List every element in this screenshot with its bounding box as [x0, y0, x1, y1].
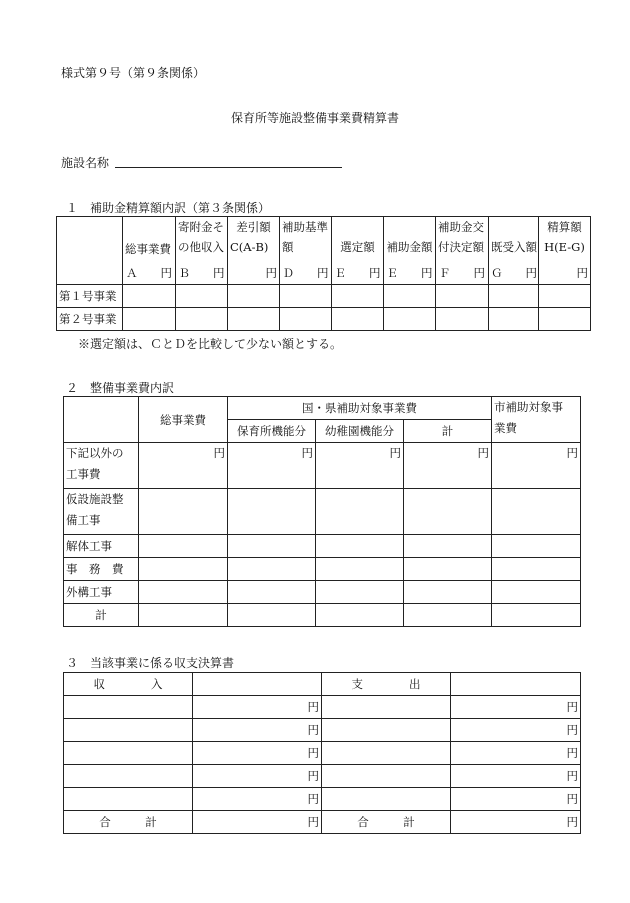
cell-input[interactable] — [404, 581, 492, 604]
table-row — [64, 489, 581, 535]
expense-amount-header — [451, 673, 581, 696]
table-row — [64, 719, 581, 742]
cell-input[interactable] — [228, 308, 280, 331]
section2-title: ２ 整備事業費内訳 — [66, 381, 175, 395]
row-label: 解体工事 — [64, 535, 139, 558]
cell-input[interactable] — [332, 308, 384, 331]
income-total-label: 合 計 — [64, 811, 193, 834]
header-received: 既受入額 Ｇ 円 — [489, 217, 539, 285]
income-amount[interactable]: 円 — [193, 696, 322, 719]
table-row — [64, 535, 581, 558]
yen-cell[interactable]: 円 — [492, 443, 581, 489]
cell-input[interactable] — [280, 308, 332, 331]
row-label: 第２号事業 — [57, 308, 123, 331]
cell-input[interactable] — [492, 581, 581, 604]
city-subsidy-header: 市補助対象事 業費 — [492, 397, 581, 443]
expense-item[interactable] — [322, 696, 451, 719]
cell-input[interactable] — [316, 558, 404, 581]
section1-title: １ 補助金精算額内訳（第３条関係） — [66, 201, 271, 215]
expense-item[interactable] — [322, 765, 451, 788]
expense-amount[interactable]: 円 — [451, 719, 581, 742]
income-amount[interactable]: 円 — [193, 788, 322, 811]
header-settlement: 精算額 H(E-G) 円 — [539, 217, 591, 285]
header-difference: 差引額 C(A-B) 円 — [228, 217, 280, 285]
cell-input[interactable] — [316, 535, 404, 558]
header-selected-amount: 選定額 Ｅ 円 — [332, 217, 384, 285]
cell-input[interactable] — [316, 581, 404, 604]
cell-input[interactable] — [139, 535, 228, 558]
cell-input[interactable] — [139, 489, 228, 535]
cell-input[interactable] — [228, 489, 316, 535]
cell-input[interactable] — [489, 308, 539, 331]
cell-input[interactable] — [492, 604, 581, 627]
expense-header: 支 出 — [322, 673, 451, 696]
row-label: 仮設施設整 備工事 — [64, 489, 139, 535]
expense-item[interactable] — [322, 719, 451, 742]
cell-input[interactable] — [139, 558, 228, 581]
cell-input[interactable] — [228, 285, 280, 308]
cell-input[interactable] — [404, 558, 492, 581]
income-expense-table — [63, 672, 581, 834]
blank-header — [64, 397, 139, 443]
yen-cell[interactable]: 円 — [316, 443, 404, 489]
income-amount-header — [193, 673, 322, 696]
cell-input[interactable] — [436, 285, 489, 308]
table-row — [64, 558, 581, 581]
total-cost-header: 総事業費 — [139, 397, 228, 443]
expense-amount[interactable]: 円 — [451, 742, 581, 765]
cell-input[interactable] — [228, 535, 316, 558]
table-row — [64, 742, 581, 765]
facility-name-label: 施設名称 — [61, 156, 110, 170]
cell-input[interactable] — [384, 308, 436, 331]
row-label: 第１号事業 — [57, 285, 123, 308]
cell-input[interactable] — [404, 604, 492, 627]
yen-cell[interactable]: 円 — [139, 443, 228, 489]
income-item[interactable] — [64, 696, 193, 719]
cell-input[interactable] — [492, 535, 581, 558]
row-label: 外構工事 — [64, 581, 139, 604]
expense-item[interactable] — [322, 788, 451, 811]
form-number: 様式第９号（第９条関係） — [61, 66, 206, 80]
income-amount[interactable]: 円 — [193, 742, 322, 765]
income-header: 収 入 — [64, 673, 193, 696]
cell-input[interactable] — [228, 581, 316, 604]
income-item[interactable] — [64, 788, 193, 811]
cell-input[interactable] — [332, 285, 384, 308]
row-label: 下記以外の 工事費 — [64, 443, 139, 489]
row-label-total: 計 — [64, 604, 139, 627]
table-row — [64, 581, 581, 604]
cell-input[interactable] — [404, 535, 492, 558]
facility-name-line — [115, 167, 342, 168]
construction-cost-table — [63, 396, 581, 627]
cell-input[interactable] — [123, 285, 176, 308]
expense-total-amount[interactable]: 円 — [451, 811, 581, 834]
cell-input[interactable] — [492, 489, 581, 535]
expense-amount[interactable]: 円 — [451, 765, 581, 788]
cell-input[interactable] — [404, 489, 492, 535]
header-donation: 寄附金そ の他収入 Ｂ 円 — [176, 217, 228, 285]
income-item[interactable] — [64, 719, 193, 742]
cell-input[interactable] — [280, 285, 332, 308]
cell-input[interactable] — [139, 581, 228, 604]
income-amount[interactable]: 円 — [193, 719, 322, 742]
table-row — [64, 765, 581, 788]
cell-input[interactable] — [539, 308, 591, 331]
expense-total-label: 合 計 — [322, 811, 451, 834]
cell-input[interactable] — [489, 285, 539, 308]
income-item[interactable] — [64, 765, 193, 788]
subsidy-settlement-table — [56, 216, 591, 331]
nursery-header: 保育所機能分 — [228, 420, 316, 443]
table-row — [64, 443, 581, 489]
yen-cell[interactable]: 円 — [228, 443, 316, 489]
yen-cell[interactable]: 円 — [404, 443, 492, 489]
income-item[interactable] — [64, 742, 193, 765]
income-total-amount[interactable]: 円 — [193, 811, 322, 834]
national-prefectural-header: 国・県補助対象事業費 — [228, 397, 492, 420]
table-row — [64, 604, 581, 627]
cell-input[interactable] — [316, 604, 404, 627]
expense-amount[interactable]: 円 — [451, 788, 581, 811]
expense-item[interactable] — [322, 742, 451, 765]
kindergarten-header: 幼稚園機能分 — [316, 420, 404, 443]
cell-input[interactable] — [228, 558, 316, 581]
cell-input[interactable] — [123, 308, 176, 331]
cell-input[interactable] — [176, 308, 228, 331]
expense-amount[interactable]: 円 — [451, 696, 581, 719]
table-row — [64, 788, 581, 811]
header-subsidy-standard: 補助基準 額 Ｄ 円 — [280, 217, 332, 285]
header-blank-cell — [57, 217, 123, 285]
header-grant-decision: 補助金交 付決定額 Ｆ 円 — [436, 217, 489, 285]
header-subsidy-amount: 補助金額 Ｅ 円 — [384, 217, 436, 285]
cell-input[interactable] — [316, 489, 404, 535]
table-row-total — [64, 811, 581, 834]
cell-input[interactable] — [492, 558, 581, 581]
section3-title: ３ 当該事業に係る収支決算書 — [66, 656, 235, 670]
table-row — [57, 308, 591, 331]
header-total-cost: 総事業費 Ａ 円 — [123, 217, 176, 285]
document-title: 保育所等施設整備事業費精算書 — [230, 111, 399, 125]
cell-input[interactable] — [539, 285, 591, 308]
table-row — [64, 696, 581, 719]
cell-input[interactable] — [384, 285, 436, 308]
cell-input[interactable] — [436, 308, 489, 331]
subtotal-header: 計 — [404, 420, 492, 443]
row-label: 事 務 費 — [64, 558, 139, 581]
income-amount[interactable]: 円 — [193, 765, 322, 788]
cell-input[interactable] — [139, 604, 228, 627]
selected-amount-note: ※選定額は、ＣとＤを比較して少ない額とする。 — [78, 337, 343, 351]
cell-input[interactable] — [176, 285, 228, 308]
cell-input[interactable] — [228, 604, 316, 627]
table-row — [57, 285, 591, 308]
